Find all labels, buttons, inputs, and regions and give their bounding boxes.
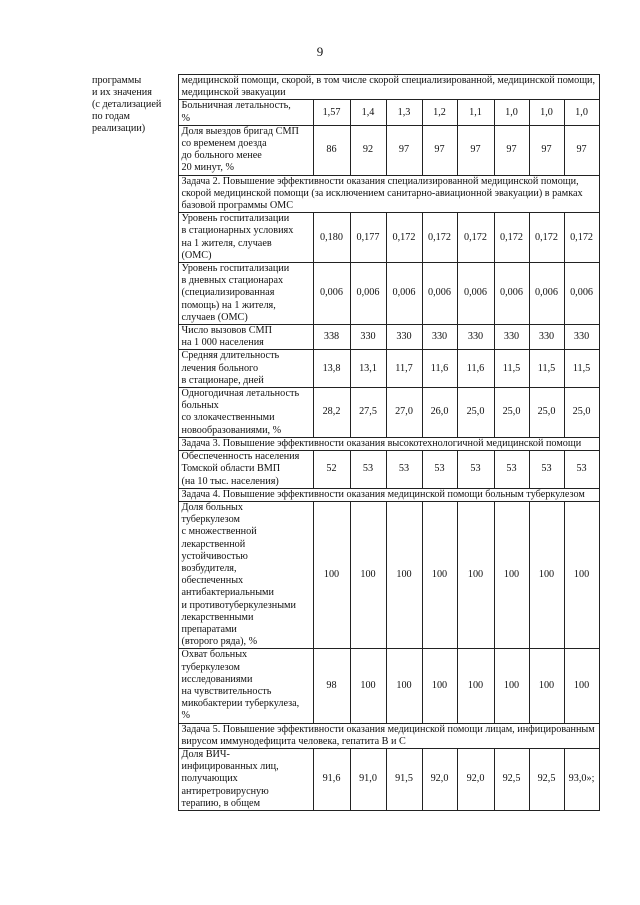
- indicator-value: 330: [422, 325, 457, 350]
- indicator-name: Обеспеченность населения Томской области ВМП (на 10 тыс. населения): [178, 451, 313, 489]
- indicator-value: 0,006: [313, 263, 350, 325]
- indicator-value: 13,1: [350, 350, 386, 388]
- indicator-value: 1,4: [350, 100, 386, 125]
- indicator-value: 92,0: [457, 748, 494, 810]
- indicator-value: 0,172: [494, 213, 529, 263]
- indicator-name: Больничная летальность, %: [178, 100, 313, 125]
- indicator-value: 27,5: [350, 388, 386, 438]
- indicator-value: 100: [350, 501, 386, 648]
- indicator-value: 0,006: [529, 263, 564, 325]
- indicator-value: 1,0: [529, 100, 564, 125]
- indicator-value: 1,0: [564, 100, 599, 125]
- indicator-value: 92,5: [494, 748, 529, 810]
- indicator-name: Одногодичная летальность больных со злокачественными новообразованиями, %: [178, 388, 313, 438]
- indicators-table: [88, 74, 600, 811]
- indicator-name: Доля больных туберкулезом с множественной лекарственной устойчивостью возбудителя, обеспеченных антибактериальными и противотуберкулезными лекарственными препаратами (второго ряда), %: [178, 501, 313, 648]
- continuation-row: [88, 75, 599, 100]
- indicator-value: 1,0: [494, 100, 529, 125]
- indicator-value: 91,6: [313, 748, 350, 810]
- indicator-name: Число вызовов СМП на 1 000 населения: [178, 325, 313, 350]
- indicator-value: 13,8: [313, 350, 350, 388]
- indicator-value: 330: [386, 325, 422, 350]
- indicator-value: 11,7: [386, 350, 422, 388]
- indicator-value: 100: [386, 649, 422, 723]
- indicator-value: 330: [529, 325, 564, 350]
- indicator-value: 11,5: [494, 350, 529, 388]
- left-column-text: программы и их значения (с детализацией по годам реализации): [92, 74, 162, 135]
- indicator-value: 25,0: [564, 388, 599, 438]
- task-text: Задача 5. Повышение эффективности оказания медицинской помощи лицам, инфицированным вирусом иммунодефицита человека, гепатита В и С: [178, 723, 599, 748]
- indicator-value: 11,6: [457, 350, 494, 388]
- indicator-value: 91,5: [386, 748, 422, 810]
- indicator-value: 0,180: [313, 213, 350, 263]
- indicator-value: 100: [529, 501, 564, 648]
- indicator-value: 86: [313, 125, 350, 175]
- indicator-value: 100: [457, 649, 494, 723]
- indicator-value: 330: [350, 325, 386, 350]
- task-text: Задача 2. Повышение эффективности оказания специализированной медицинской помощи, скорой медицинской помощи (за исключением санитарно-авиационной эвакуации) в рамках базовой программы ОМС: [178, 175, 599, 213]
- indicator-value: 330: [494, 325, 529, 350]
- indicator-value: 11,5: [529, 350, 564, 388]
- indicator-value: 100: [350, 649, 386, 723]
- indicator-value: 100: [313, 501, 350, 648]
- indicator-value: 100: [494, 501, 529, 648]
- indicator-value: 97: [564, 125, 599, 175]
- indicator-value: 0,006: [422, 263, 457, 325]
- indicator-value: 0,172: [422, 213, 457, 263]
- indicator-value: 100: [422, 649, 457, 723]
- indicator-value: 0,177: [350, 213, 386, 263]
- indicator-value: 53: [422, 451, 457, 489]
- page-number: 9: [316, 44, 324, 59]
- indicator-value: 97: [529, 125, 564, 175]
- indicator-value: 53: [529, 451, 564, 489]
- indicator-value: 52: [313, 451, 350, 489]
- indicator-value: 0,006: [350, 263, 386, 325]
- indicator-value: 53: [457, 451, 494, 489]
- indicator-value: 11,5: [564, 350, 599, 388]
- task-text: Задача 3. Повышение эффективности оказания высокотехнологичной медицинской помощи: [178, 437, 599, 450]
- left-column-label: [88, 75, 178, 811]
- indicator-value: 53: [564, 451, 599, 489]
- indicator-value: 28,2: [313, 388, 350, 438]
- indicator-name: Доля выездов бригад СМП со временем доезда до больного менее 20 минут, %: [178, 125, 313, 175]
- task-text: Задача 4. Повышение эффективности оказания медицинской помощи больным туберкулезом: [178, 488, 599, 501]
- indicator-value: 100: [457, 501, 494, 648]
- indicator-value: 92: [350, 125, 386, 175]
- indicator-value: 25,0: [529, 388, 564, 438]
- indicator-value: 11,6: [422, 350, 457, 388]
- indicator-value: 0,172: [457, 213, 494, 263]
- indicator-value: 100: [529, 649, 564, 723]
- indicator-value: 1,1: [457, 100, 494, 125]
- indicator-value: 100: [564, 501, 599, 648]
- indicator-name: Охват больных туберкулезом исследованиями на чувствительность микобактерии туберкулеза, %: [178, 649, 313, 723]
- indicator-value: 53: [386, 451, 422, 489]
- indicator-value: 330: [457, 325, 494, 350]
- indicator-value: 330: [564, 325, 599, 350]
- indicator-value: 25,0: [457, 388, 494, 438]
- indicator-value: 1,2: [422, 100, 457, 125]
- indicator-value: 100: [564, 649, 599, 723]
- indicator-name: Уровень госпитализации в стационарных условиях на 1 жителя, случаев (ОМС): [178, 213, 313, 263]
- indicator-value: 0,006: [457, 263, 494, 325]
- indicator-name: Средняя длительность лечения больного в стационаре, дней: [178, 350, 313, 388]
- indicator-value: 0,006: [386, 263, 422, 325]
- indicator-value: 93,0»;: [564, 748, 599, 810]
- continuation-text: медицинской помощи, скорой, в том числе скорой специализированной, медицинской помощи, медицинской эвакуации: [178, 75, 599, 100]
- indicator-value: 27,0: [386, 388, 422, 438]
- indicator-value: 0,172: [386, 213, 422, 263]
- indicator-value: 100: [494, 649, 529, 723]
- indicator-value: 0,006: [494, 263, 529, 325]
- indicator-value: 92,5: [529, 748, 564, 810]
- indicator-value: 0,006: [564, 263, 599, 325]
- indicator-value: 53: [350, 451, 386, 489]
- indicator-name: Уровень госпитализации в дневных стационарах (специализированная помощь) на 1 жителя, случаев (ОМС): [178, 263, 313, 325]
- indicator-value: 53: [494, 451, 529, 489]
- indicator-value: 0,172: [529, 213, 564, 263]
- indicator-value: 26,0: [422, 388, 457, 438]
- indicator-value: 97: [494, 125, 529, 175]
- indicator-name: Доля ВИЧ- инфицированных лиц, получающих антиретровирусную терапию, в общем: [178, 748, 313, 810]
- indicator-value: 97: [422, 125, 457, 175]
- indicator-value: 25,0: [494, 388, 529, 438]
- indicator-value: 100: [422, 501, 457, 648]
- indicator-value: 100: [386, 501, 422, 648]
- indicator-value: 97: [386, 125, 422, 175]
- indicator-value: 97: [457, 125, 494, 175]
- indicator-value: 91,0: [350, 748, 386, 810]
- indicator-value: 1,57: [313, 100, 350, 125]
- indicator-value: 338: [313, 325, 350, 350]
- indicator-value: 1,3: [386, 100, 422, 125]
- indicator-value: 92,0: [422, 748, 457, 810]
- indicator-value: 0,172: [564, 213, 599, 263]
- indicator-value: 98: [313, 649, 350, 723]
